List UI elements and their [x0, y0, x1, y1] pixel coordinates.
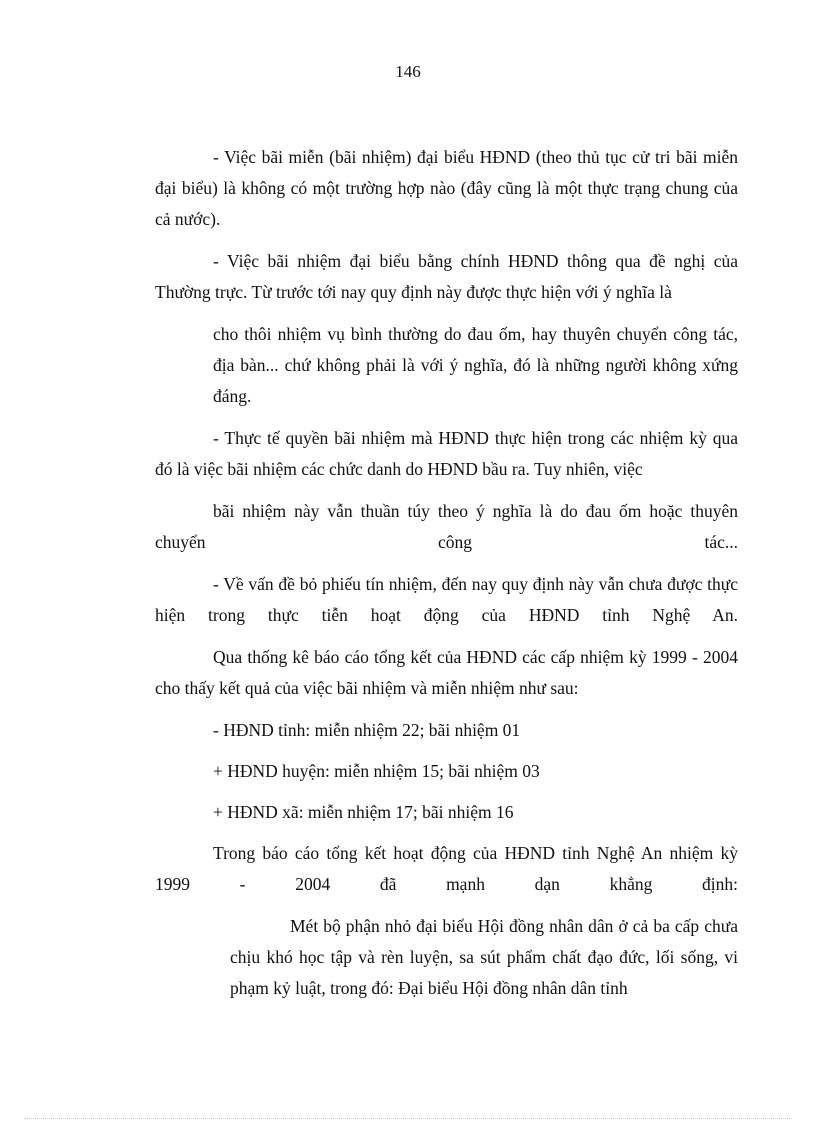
paragraph-statistics-intro: Qua thống kê báo cáo tổng kết của HĐND các cấp nhiệm kỳ 1999 - 2004 cho thấy kết quả của việc bãi nhiệm và miễn nhiệm như sau: — [155, 647, 738, 698]
paragraph-dismissal-voters: - Việc bãi miễn (bãi nhiệm) đại biểu HĐND (theo thủ tục cử tri bãi miễn đại biểu) là không có một trường hợp nào (đây cũng là một thực trạng chung của cả nước). — [155, 147, 738, 229]
paragraph-dismissal-council: - Việc bãi nhiệm đại biểu bằng chính HĐND thông qua đề nghị của Thường trực. Từ trước tới nay quy định này được thực hiện với ý nghĩa là — [155, 251, 738, 302]
quote-block: Mét bộ phận nhỏ đại biểu Hội đồng nhân dân ở cả ba cấp chưa chịu khó học tập và rèn luyện, sa sút phẩm chất đạo đức, lối sống, vi phạm kỷ luật, trong đó: Đại biểu Hội đồng nhân dân tỉnh — [230, 916, 738, 998]
stat-commune: + HĐND xã: miễn nhiệm 17; bãi nhiệm 16 — [213, 802, 514, 822]
paragraph-dismissal-practice: - Thực tế quyền bãi nhiệm mà HĐND thực hiện trong các nhiệm kỳ qua đó là việc bãi nhiệm các chức danh do HĐND bầu ra. Tuy nhiên, việc — [155, 428, 738, 479]
paragraph-confidence-vote: - Về vấn đề bỏ phiếu tín nhiệm, đến nay quy định này vẫn chưa được thực hiện trong thực tiễn hoạt động của HĐND tỉnh Nghệ An. — [155, 574, 738, 625]
paragraph-dismissal-meaning: cho thôi nhiệm vụ bình thường do đau ốm, hay thuyên chuyển công tác, địa bàn... chứ không phải là với ý nghĩa, đó là những người không xứng đáng. — [213, 324, 738, 406]
document-body — [155, 142, 738, 1004]
stat-province: - HĐND tỉnh: miễn nhiệm 22; bãi nhiệm 01 — [213, 720, 521, 740]
page-number: 146 — [395, 62, 421, 81]
stat-district: + HĐND huyện: miễn nhiệm 15; bãi nhiệm 03 — [213, 761, 540, 781]
page-bottom-divider — [24, 1118, 792, 1119]
paragraph-report-conclusion: Trong báo cáo tổng kết hoạt động của HĐND tỉnh Nghệ An nhiệm kỳ 1999 - 2004 đã mạnh dạn khẳng định: — [155, 843, 738, 894]
paragraph-dismissal-reason: bãi nhiệm này vẫn thuần túy theo ý nghĩa là do đau ốm hoặc thuyên chuyển công tác... — [155, 501, 738, 552]
